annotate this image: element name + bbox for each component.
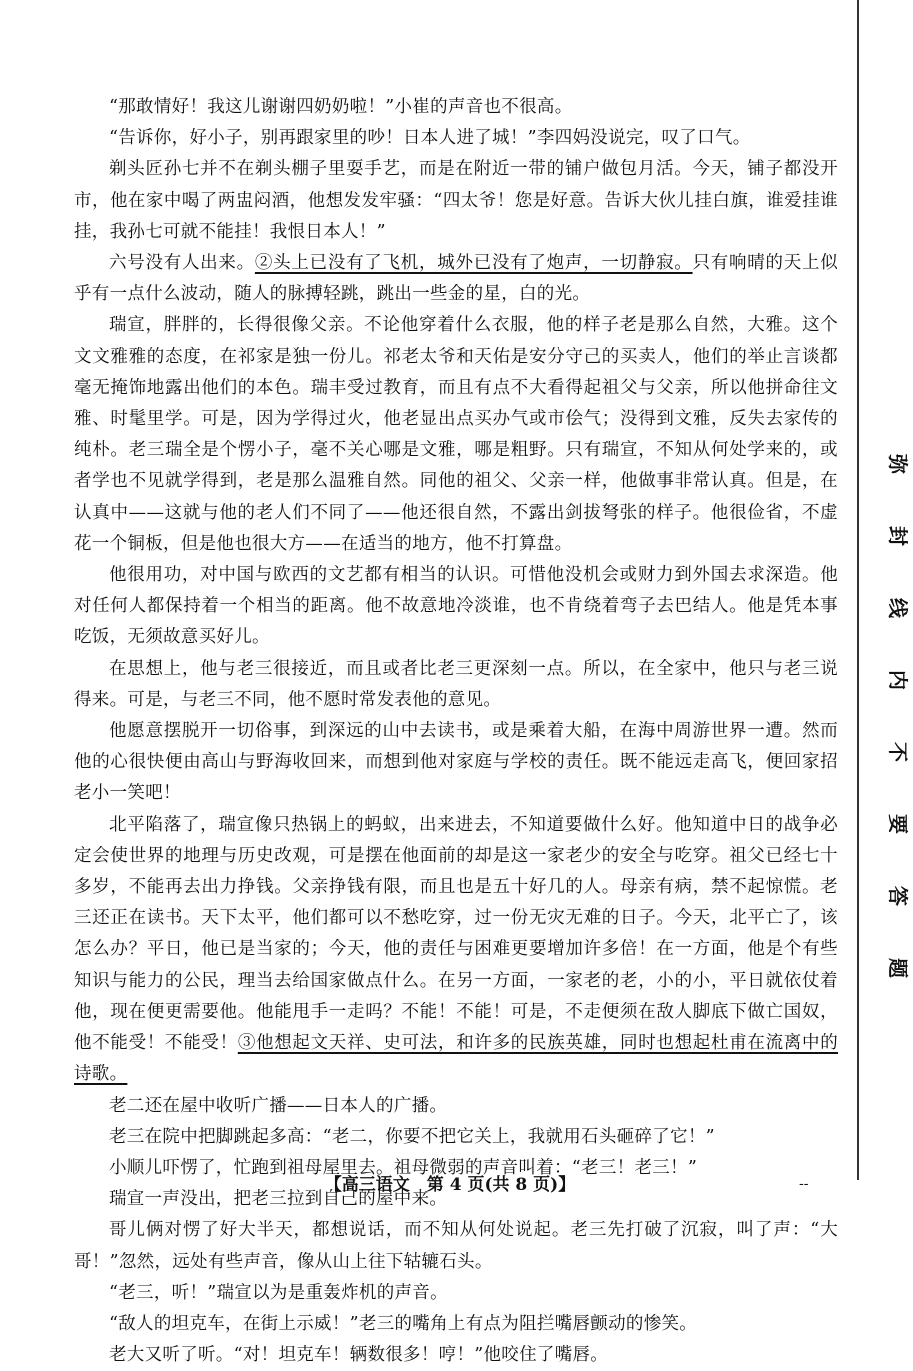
paragraph (74, 1340, 838, 1371)
text-segment: “那敢情好！我这儿谢谢四奶奶啦！”小崔的声音也不很高。 (109, 97, 573, 117)
text-segment: “老三，听！”瑞宣以为是重轰炸机的声音。 (109, 1282, 448, 1303)
text-segment: 瑞宣一声没出，把老三拉到自己的屋中来。 (109, 1189, 448, 1210)
text-segment: “敌人的坦克车，在街上示威！”老三的嘴角上有点为阻拦嘴唇颤动的惨笑。 (109, 1313, 698, 1334)
seal-line-char: 题 (886, 958, 910, 978)
seal-line-char: 不 (886, 742, 910, 762)
seal-line-char: 答 (886, 886, 910, 906)
seal-line-char: 要 (886, 814, 910, 834)
text-segment: 老二还在屋中收听广播——日本人的广播。 (109, 1095, 448, 1116)
paragraph (74, 560, 838, 654)
text-segment: 北平陷落了，瑞宣像只热锅上的蚂蚁，出来进去，不知道要做什么好。他知道中日的战争必定会使世界的地理与历史改观，可是摆在他面前的却是这一家老少的安全与吃穿。祖父已经七十多岁，不能再去出力挣钱。父亲挣钱有限，而且也是五十好几的人。母亲有病，禁不起惊慌。老三还正在读书。天下太平，他们都可以不愁吃穿，过一份无灾无难的日子。今天，北平亡了，该怎么办？平日，他已是当家的；今天，他的责任与困难更要增加许多倍！在一方面，他是个有些知识与能力的公民，理当去给国家做点什么。在另一方面，一家老的老，小的小，平日就依仗着他，现在便更需要他。他能甩手一走吗？不能！不能！可是，不走便须在敌人脚底下做亡国奴，他不能受！不能受！ (74, 814, 838, 1054)
text-segment: 剃头匠孙七并不在剃头棚子里耍手艺，而是在附近一带的铺户做包月活。今天，铺子都没开市，他在家中喝了两盅闷酒，他想发发牢骚：“四太爷！您是好意。告诉大伙儿挂白旗，谁爱挂谁挂，我孙七可就不能挂！我恨日本人！” (74, 159, 838, 242)
paragraph (74, 1122, 838, 1153)
paragraph (74, 716, 838, 810)
text-segment: 瑞宣，胖胖的，长得很像父亲。不论他穿着什么衣服，他的样子老是那么自然，大雅。这个文文雅雅的态度，在祁家是独一份儿。祁老太爷和天佑是安分守己的买卖人，他们的举止言谈都毫无掩饰地露出他们的本色。瑞丰受过教育，而且有点不大看得起祖父与父亲，所以他拼命往文雅、时髦里学。可是，因为学得过火，他老显出点买办气或市侩气；没得到文雅，反失去家传的纯朴。老三瑞全是个愣小子，毫不关心哪是文雅，哪是粗野。只有瑞宣，不知从何处学来的，或者学也不见就学得到，老是那么温雅自然。同他的祖父、父亲一样，他做事非常认真。但是，在认真中——这就与他的老人们不同了——他还很自然，不露出剑拔弩张的样子。他很俭省，不虚花一个铜板，但是他也很大方——在适当的地方，他不打算盘。 (74, 315, 838, 554)
paragraph (74, 123, 838, 154)
paragraph (74, 248, 838, 310)
seal-line-notice (862, 428, 910, 1004)
paragraph (74, 92, 838, 123)
seal-line-char: 内 (886, 670, 910, 690)
paragraph (74, 310, 838, 560)
text-segment: 哥儿俩对愣了好大半天，都想说话，而不知从何处说起。老三先打破了沉寂，叫了声：“大哥！”忽然，远处有些声音，像从山上往下轱辘石头。 (74, 1220, 838, 1272)
text-segment: 老大又听了听。“对！坦克车！辆数很多！哼！”他咬住了嘴唇。 (109, 1345, 609, 1366)
paragraph (74, 1309, 838, 1340)
text-segment: 他很用功，对中国与欧西的文艺都有相当的认识。可惜他没机会或财力到外国去求深造。他对任何人都保持着一个相当的距离。他不故意地冷淡谁，也不肯绕着弯子去巴结人。他是凭本事吃饭，无须故意买好儿。 (74, 565, 838, 648)
text-segment: 在思想上，他与老三很接近，而且或者比老三更深刻一点。所以，在全家中，他只与老三说得来。可是，与老三不同，他不愿时常发表他的意见。 (74, 658, 838, 710)
seal-line-char: 封 (886, 526, 910, 546)
paragraph (74, 1215, 838, 1277)
page-footer: 【高三语文 第 4 页(共 8 页)】 (324, 1175, 576, 1195)
paragraph (74, 1091, 838, 1122)
underlined-sentence: ③他想起文天祥、史可法，和许多的民族英雄，同时也想起杜甫在流离中的诗歌。 (74, 1033, 839, 1085)
paragraph (74, 154, 838, 248)
seal-line (857, 0, 859, 1180)
paragraph (74, 654, 838, 716)
text-segment: “告诉你，好小子，别再跟家里的吵！日本人进了城！”李四妈没说完，叹了口气。 (109, 128, 751, 149)
text-segment: 只有响晴的天上似乎有一点什么波动，随人的脉搏轻跳，跳出一些金的星，白的光。 (74, 253, 838, 305)
text-segment: 他愿意摆脱开一切俗事，到深远的山中去读书，或是乘着大船，在海中周游世界一遭。然而他的心很快便由高山与野海收回来，而想到他对家庭与学校的责任。既不能远走高飞，便回家招老小一笑吧！ (74, 721, 838, 804)
text-segment: 六号没有人出来。 (109, 253, 255, 274)
seal-line-char: 弥 (886, 454, 910, 474)
underlined-sentence: ②头上已没有了飞机，城外已没有了炮声，一切静寂。 (254, 253, 693, 274)
paragraph (74, 1278, 838, 1309)
text-segment: 老三在院中把脚跳起多高：“老二，你要不把它关上，我就用石头砸碎了它！” (109, 1126, 715, 1147)
seal-line-char: 线 (886, 598, 910, 618)
footer-mark: -- (799, 1176, 809, 1192)
paragraph (74, 810, 838, 1091)
text-segment: 小顺儿吓愣了，忙跑到祖母屋里去。祖母微弱的声音叫着：“老三！老三！” (109, 1157, 698, 1178)
